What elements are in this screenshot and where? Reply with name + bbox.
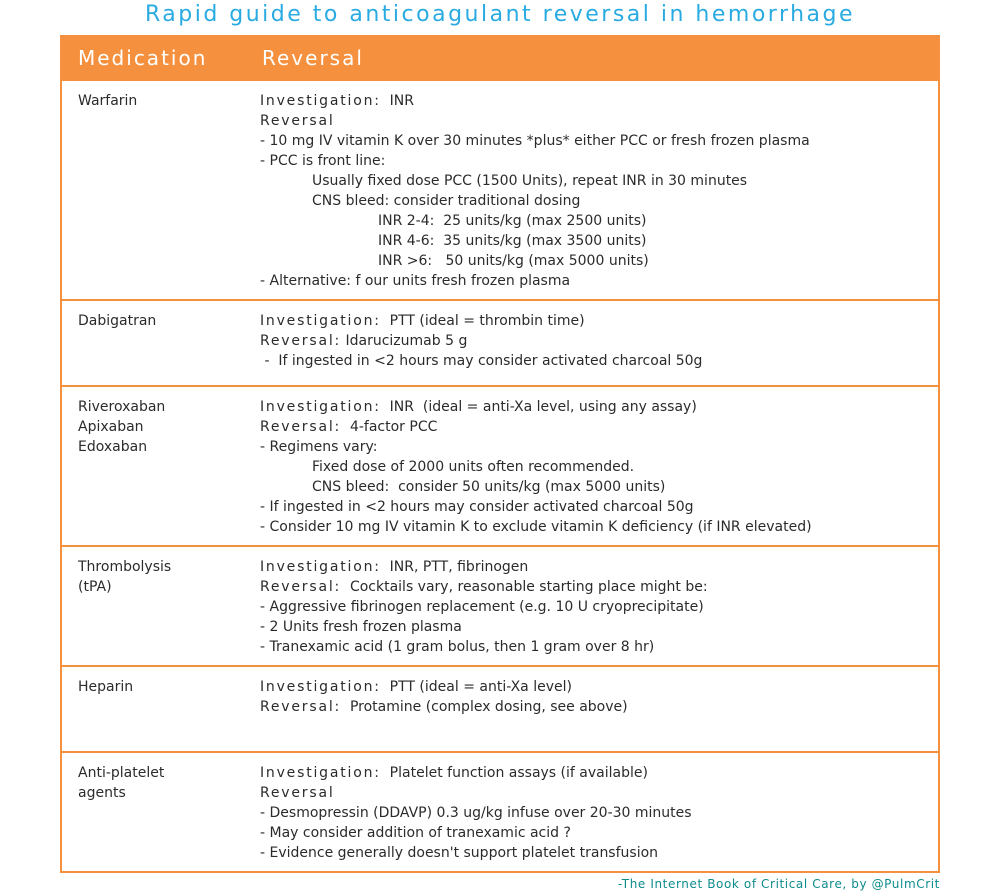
- reversal-line: - If ingested in <2 hours may consider activated charcoal 50g: [260, 353, 703, 369]
- reversal-line: - Consider 10 mg IV vitamin K to exclude vitamin K deficiency (if INR elevated): [260, 519, 812, 535]
- line-label: Investigation:: [260, 399, 381, 415]
- line-label: Investigation:: [260, 93, 381, 109]
- medication-cell: [61, 80, 246, 300]
- reversal-line: CNS bleed: consider 50 units/kg (max 5000 units): [312, 479, 666, 495]
- line-label: Investigation:: [260, 765, 381, 781]
- reversal-line: INR >6: 50 units/kg (max 5000 units): [378, 253, 649, 269]
- medication-name: Heparin: [78, 679, 134, 695]
- medication-name: Edoxaban: [78, 439, 148, 455]
- reversal-line: - 10 mg IV vitamin K over 30 minutes *plus* either PCC or fresh frozen plasma: [260, 133, 810, 149]
- table-header-row: [61, 36, 939, 80]
- header-reversal: Reversal: [246, 36, 939, 80]
- reversal-cell: [246, 752, 939, 872]
- reversal-line: Investigation: INR, PTT, fibrinogen: [260, 559, 529, 575]
- medication-name: Dabigatran: [78, 313, 157, 329]
- table-row: [61, 386, 939, 546]
- line-label: Investigation:: [260, 559, 381, 575]
- reversal-cell: [246, 300, 939, 386]
- table-row: [61, 752, 939, 872]
- table-row: [61, 300, 939, 386]
- reversal-line: INR 4-6: 35 units/kg (max 3500 units): [378, 233, 647, 249]
- line-label: Reversal: [260, 113, 335, 129]
- reversal-line: Investigation: INR (ideal = anti-Xa level, using any assay): [260, 399, 697, 415]
- reversal-line: - Desmopressin (DDAVP) 0.3 ug/kg infuse over 20-30 minutes: [260, 805, 692, 821]
- medication-name: Apixaban: [78, 419, 144, 435]
- table-row: [61, 546, 939, 666]
- medication-cell: [61, 386, 246, 546]
- line-label: Reversal:: [260, 699, 342, 715]
- line-label: Reversal: [260, 785, 335, 801]
- medication-cell: [61, 546, 246, 666]
- table-body: [61, 80, 939, 872]
- header-medication: Medication: [61, 36, 246, 80]
- medication-cell: [61, 300, 246, 386]
- reversal-line: - Evidence generally doesn't support platelet transfusion: [260, 845, 659, 861]
- table-row: [61, 80, 939, 300]
- table-row: [61, 666, 939, 752]
- reversal-line: Reversal: 4-factor PCC: [260, 419, 438, 435]
- reversal-line: INR 2-4: 25 units/kg (max 2500 units): [378, 213, 647, 229]
- reversal-line: - Alternative: f our units fresh frozen plasma: [260, 273, 571, 289]
- line-label: Reversal:: [260, 579, 342, 595]
- reversal-cell: [246, 386, 939, 546]
- reversal-line: - May consider addition of tranexamic acid ?: [260, 825, 571, 841]
- reversal-cell: [246, 80, 939, 300]
- reversal-line: - If ingested in <2 hours may consider activated charcoal 50g: [260, 499, 694, 515]
- table-container: [60, 35, 940, 891]
- medication-name: Riveroxaban: [78, 399, 166, 415]
- medication-name: agents: [78, 785, 126, 801]
- reversal-line: Reversal: Idarucizumab 5 g: [260, 333, 468, 349]
- reversal-cell: [246, 546, 939, 666]
- reversal-line: Fixed dose of 2000 units often recommended.: [312, 459, 635, 475]
- reversal-line: - Regimens vary:: [260, 439, 378, 455]
- line-label: Reversal:: [260, 419, 342, 435]
- reversal-line: Investigation: PTT (ideal = anti-Xa level): [260, 679, 572, 695]
- medication-cell: [61, 666, 246, 752]
- line-label: Investigation:: [260, 313, 381, 329]
- reversal-line: Investigation: PTT (ideal = thrombin time): [260, 313, 585, 329]
- reversal-guide-table: [60, 35, 940, 873]
- line-label: Reversal:: [260, 333, 342, 349]
- medication-name: Warfarin: [78, 93, 138, 109]
- reversal-line: - Aggressive fibrinogen replacement (e.g. 10 U cryoprecipitate): [260, 599, 704, 615]
- reversal-line: [260, 783, 930, 803]
- reversal-line: - 2 Units fresh frozen plasma: [260, 619, 462, 635]
- reversal-line: - PCC is front line:: [260, 153, 386, 169]
- reversal-line: Investigation: Platelet function assays (if available): [260, 765, 648, 781]
- medication-name: Anti-platelet: [78, 765, 165, 781]
- attribution: -The Internet Book of Critical Care, by @PulmCrit: [617, 877, 940, 891]
- reversal-line: Investigation: INR: [260, 93, 415, 109]
- medication-cell: [61, 752, 246, 872]
- reversal-line: Reversal: Protamine (complex dosing, see above): [260, 699, 628, 715]
- line-label: Investigation:: [260, 679, 381, 695]
- reversal-line: [260, 111, 930, 131]
- medication-name: Thrombolysis: [78, 559, 172, 575]
- reversal-line: CNS bleed: consider traditional dosing: [312, 193, 581, 209]
- page-title: Rapid guide to anticoagulant reversal in hemorrhage: [144, 2, 856, 27]
- reversal-line: Reversal: Cocktails vary, reasonable starting place might be:: [260, 579, 708, 595]
- reversal-cell: [246, 666, 939, 752]
- reversal-line: - Tranexamic acid (1 gram bolus, then 1 gram over 8 hr): [260, 639, 655, 655]
- medication-name: (tPA): [78, 579, 112, 595]
- reversal-line: Usually fixed dose PCC (1500 Units), repeat INR in 30 minutes: [312, 173, 748, 189]
